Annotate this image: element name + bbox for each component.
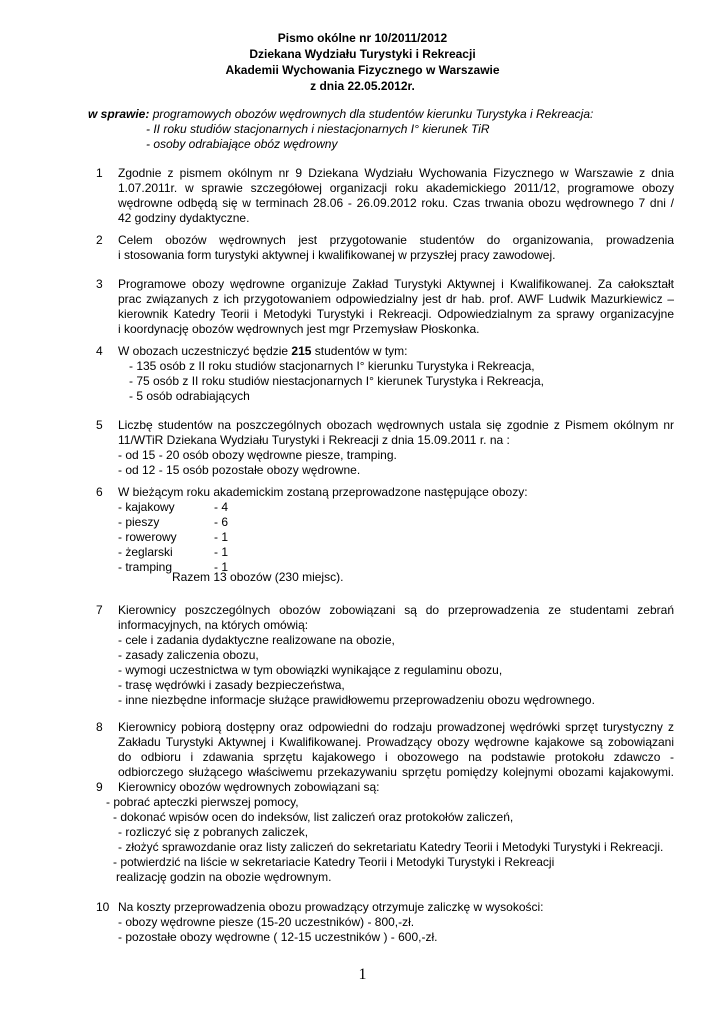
paragraph-line: i stosowania form turystyki aktywnej i kwalifikowanej w przyszłej pracy zawodowej. (118, 248, 556, 262)
list-item: - potwierdzić na liście w sekretariacie Katedry Teorii i Metodyki Turystyki i Rekreacji (113, 855, 555, 869)
camp-count: - 1 (214, 530, 229, 544)
paragraph-line: 11/WTiR Dziekana Wydziału Turystyki i Rekreacji z dnia 15.09.2011 r. na : (118, 433, 510, 447)
list-item: - rozliczyć się z pobranych zaliczek, (118, 825, 309, 839)
list-item: - 5 osób odrabiających (129, 389, 250, 403)
camp-type: - kajakowy (118, 500, 175, 514)
paragraph-line: do odbioru i zdawania sprzętu kajakowego i obozowego na podstawie protokołu zdawczo - (118, 750, 674, 764)
list-item: realizację godzin na obozie wędrownym. (116, 870, 332, 884)
subject-item-2: - osoby odrabiające obóz wędrowny (146, 137, 338, 151)
list-item: - pobrać apteczki pierwszej pomocy, (106, 795, 299, 809)
paragraph-3 (118, 277, 674, 337)
list-item: - 75 osób z II roku studiów niestacjonarnych I° kierunek Turystyka i Rekreacja, (129, 374, 544, 388)
paragraph-number: 9 (96, 780, 103, 794)
paragraph-number: 4 (96, 344, 103, 358)
list-item: - cele i zadania dydaktyczne realizowane na obozie, (118, 633, 395, 647)
camp-count: - 4 (214, 500, 229, 514)
paragraph-line: Liczbę studentów na poszczególnych obozach wędrownych ustala się zgodnie z Pismem okólnym nr (118, 418, 674, 432)
paragraph-line: wędrowne odbędą się w terminach 28.06 - 26.09.2012 roku. Czas trwania obozu wędrownego 7 dni / (118, 196, 674, 210)
paragraph-number: 3 (96, 277, 103, 291)
paragraph-line: prac związanych z ich przygotowaniem odpowiedzialny jest dr hab. prof. AWF Ludwik Mazurkiewicz – (118, 292, 674, 306)
paragraph-number: 7 (96, 603, 103, 617)
paragraph-line: - od 12 - 15 osób pozostałe obozy wędrowne. (118, 463, 361, 477)
header-academy: Akademii Wychowania Fizycznego w Warszawie (225, 63, 500, 77)
subject-text: programowych obozów wędrownych dla studentów kierunku Turystyka i Rekreacja: (149, 107, 594, 121)
list-item: - złożyć sprawozdanie oraz listy zaliczeń do sekretariatu Katedry Teorii i Metodyki Turystyki i Rekreacji. (118, 840, 664, 854)
camp-type: - pieszy (118, 515, 160, 529)
header-date: z dnia 22.05.2012r. (310, 79, 415, 93)
list-item: - wymogi uczestnictwa w tym obowiązki wynikające z regulaminu obozu, (118, 663, 503, 677)
subject-item-1: - II roku studiów stacjonarnych i niestacjonarnych I° kierunek TiR (146, 122, 490, 136)
camp-count: - 6 (214, 515, 229, 529)
paragraph-number: 5 (96, 418, 103, 432)
list-item: - pozostałe obozy wędrowne ( 12-15 uczestników ) - 600,-zł. (118, 930, 438, 944)
paragraph-line: Zgodnie z pismem okólnym nr 9 Dziekana Wydziału Wychowania Fizycznego w Warszawie z dnia (118, 166, 674, 180)
paragraph-6-intro: W bieżącym roku akademickim zostaną przeprowadzone następujące obozy: (118, 485, 528, 499)
paragraph-number: 10 (96, 900, 110, 914)
paragraph-line: 42 godziny dydaktyczne. (118, 211, 250, 225)
paragraph-4-intro (118, 344, 408, 359)
camp-type: - rowerowy (118, 530, 177, 544)
subject-line (88, 107, 593, 122)
intro-end: studentów w tym: (311, 344, 408, 358)
list-item: - obozy wędrowne piesze (15-20 uczestników) - 800,-zł. (118, 915, 415, 929)
paragraph-9-intro: Kierownicy obozów wędrownych zobowiązani są: (118, 780, 380, 794)
paragraph-line: Zakładu Turystyki Aktywnej i Kwalifikowanej. Prowadzący obozy wędrowne kajakowe są zobowiązani (118, 735, 674, 749)
subject-label: w sprawie: (88, 107, 150, 121)
list-item: - trasę wędrówki i zasady bezpieczeństwa, (118, 678, 345, 692)
camp-count: - 1 (214, 545, 229, 559)
paragraph-number: 2 (96, 233, 103, 247)
camp-type: - tramping (118, 560, 173, 574)
paragraph-2 (118, 233, 674, 263)
student-count: 215 (291, 344, 312, 358)
list-item: - inne niezbędne informacje służące prawidłowemu przeprowadzeniu obozu wędrownego. (118, 693, 595, 707)
paragraph-7 (118, 603, 674, 633)
page-number: 1 (358, 966, 367, 983)
paragraph-line: 1.07.2011r. w sprawie szczegółowej organizacji roku akademickiego 2011/12, programowe obozy (118, 181, 674, 195)
paragraph-line: Kierownicy pobiorą dostępny oraz odpowiedni do rodzaju prowadzonej wędrówki sprzęt turystyczny z (118, 720, 674, 734)
list-item: - dokonać wpisów ocen do indeksów, list zaliczeń oraz protokołów zaliczeń, (113, 810, 514, 824)
paragraph-line: Kierownicy poszczególnych obozów zobowiązani są do przeprowadzenia ze studentami zebrań (118, 603, 674, 617)
paragraph-line: i koordynację obozów wędrownych jest mgr Przemysław Płoskonka. (118, 322, 480, 336)
paragraph-line: kierownik Katedry Teorii i Metodyki Turystyki i Rekreacji. Odpowiedzialnym za sprawy organizacyjne (118, 307, 674, 321)
paragraph-number: 6 (96, 485, 103, 499)
camp-total: Razem 13 obozów (230 miejsc). (172, 570, 344, 584)
paragraph-8 (118, 720, 674, 780)
camp-count: - 1 (214, 560, 229, 574)
paragraph-number: 8 (96, 720, 103, 734)
paragraph-5 (118, 418, 674, 478)
header-title: Pismo okólne nr 10/2011/2012 (277, 31, 448, 45)
paragraph-10-intro: Na koszty przeprowadzenia obozu prowadzący otrzymuje zaliczkę w wysokości: (118, 900, 544, 914)
camp-type: - żeglarski (118, 545, 173, 559)
list-item: - zasady zaliczenia obozu, (118, 648, 259, 662)
paragraph-line: - od 15 - 20 osób obozy wędrowne piesze, tramping. (118, 448, 397, 462)
paragraph-line: Celem obozów wędrownych jest przygotowanie studentów do organizowania, prowadzenia (118, 233, 674, 247)
intro-text: W obozach uczestniczyć będzie (118, 344, 292, 358)
paragraph-1 (118, 166, 674, 226)
paragraph-line: odbiorczego służącego właściwemu przekazywaniu sprzętu pomiędzy kolejnymi obozami kajakowymi. (118, 765, 674, 779)
document-header (0, 30, 725, 94)
list-item: - 135 osób z II roku studiów stacjonarnych I° kierunku Turystyka i Rekreacja, (129, 359, 535, 373)
paragraph-number: 1 (96, 166, 103, 180)
header-dean: Dziekana Wydziału Turystyki i Rekreacji (249, 47, 476, 61)
paragraph-line: Programowe obozy wędrowne organizuje Zakład Turystyki Aktywnej i Kwalifikowanej. Za całokształt (118, 277, 674, 291)
paragraph-line: informacyjnych, na których omówią: (118, 618, 309, 632)
